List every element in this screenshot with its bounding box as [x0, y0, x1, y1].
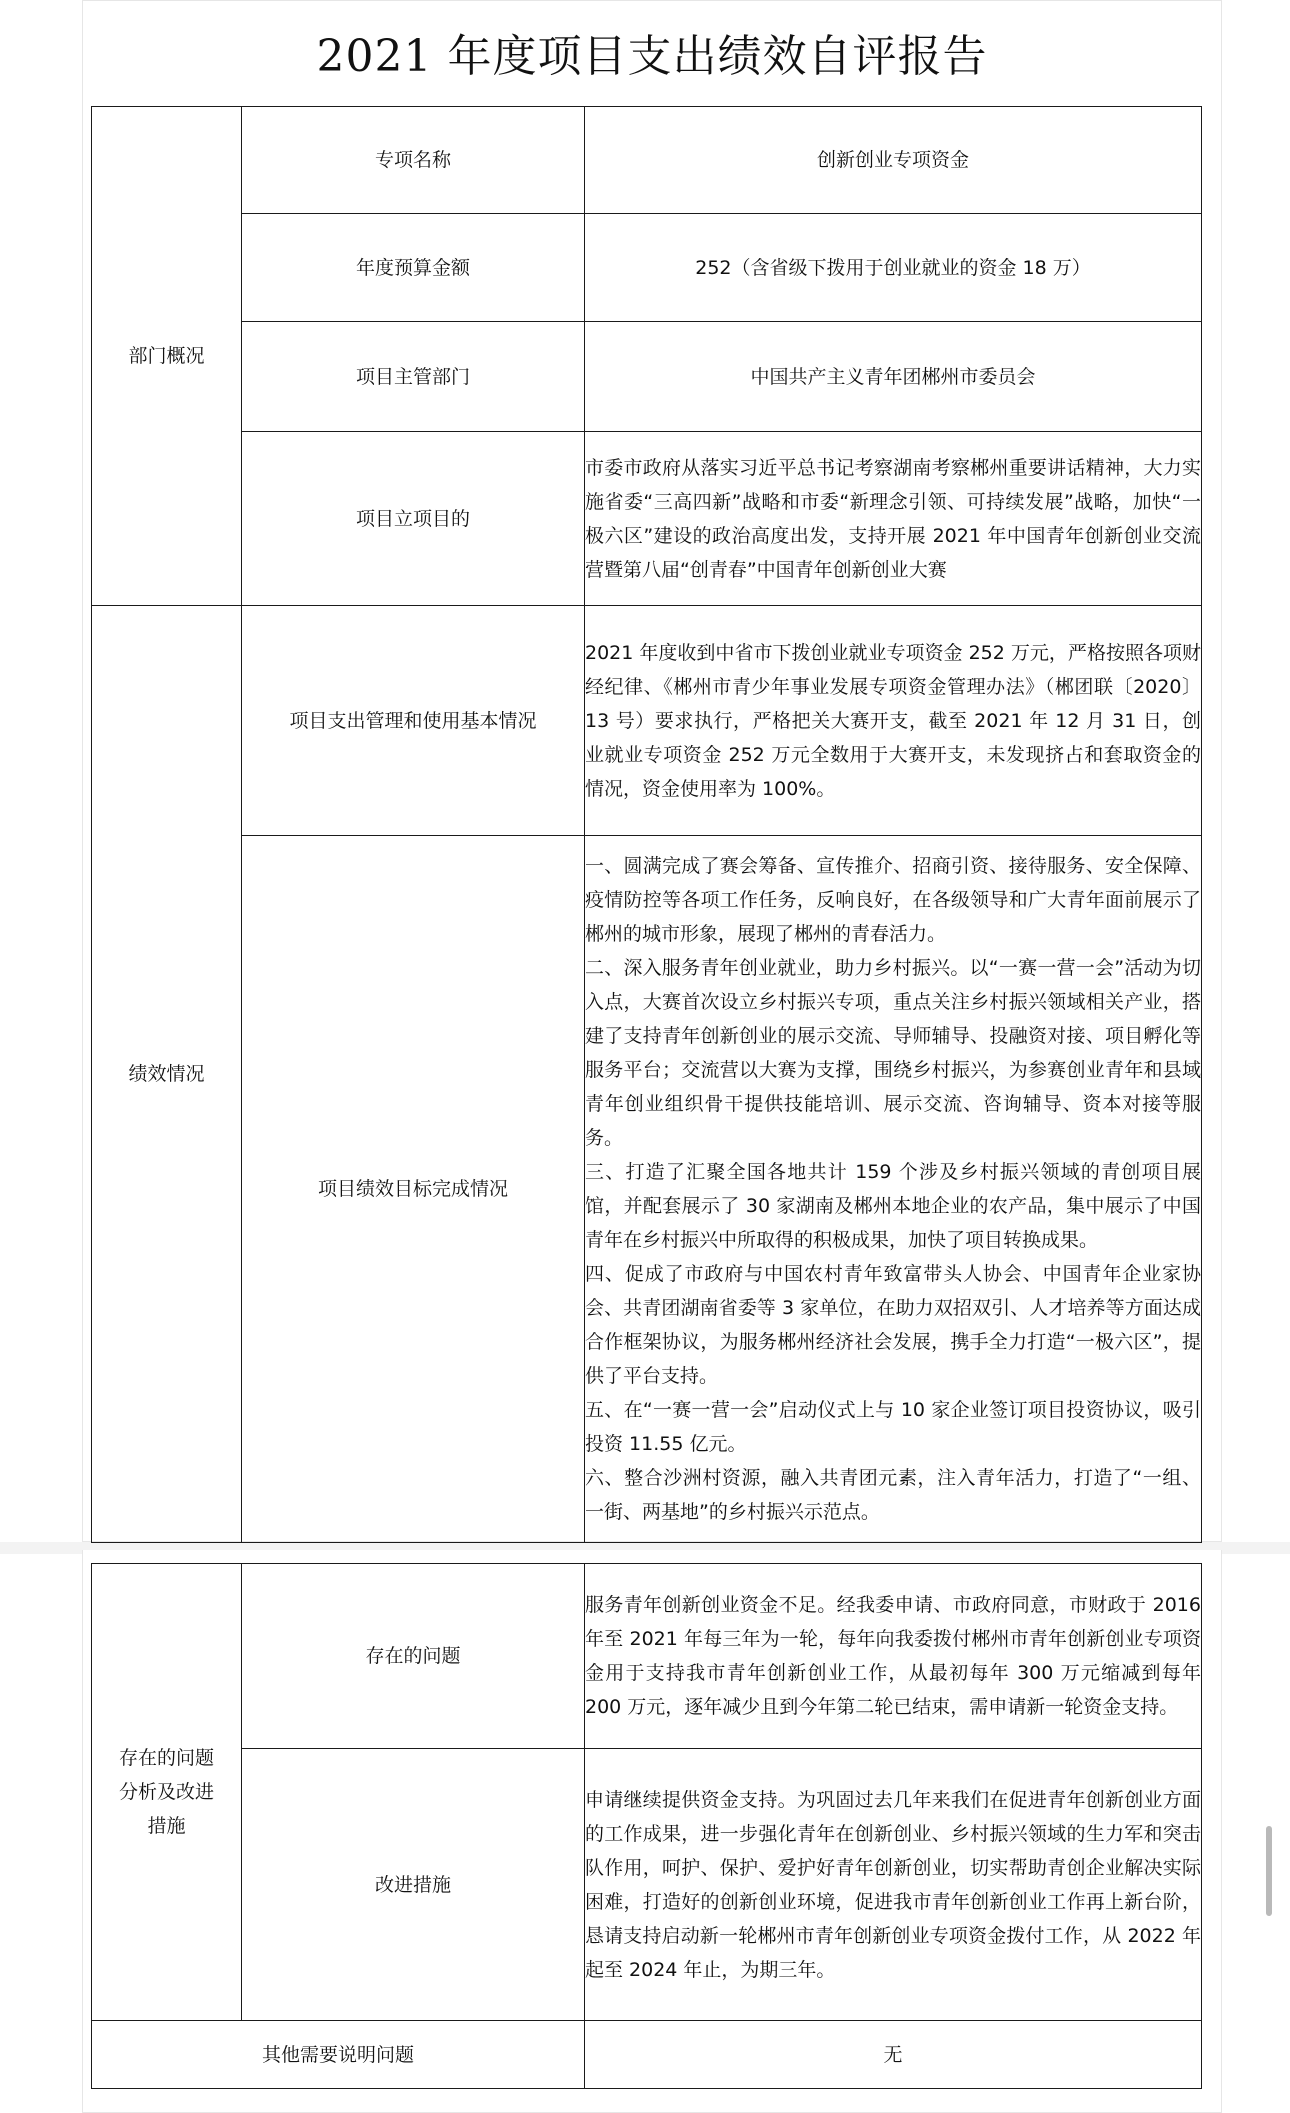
section-label-performance: 绩效情况 [92, 606, 242, 1543]
goal-paragraph-2: 二、深入服务青年创业就业，助力乡村振兴。以“一赛一营一会”活动为切入点，大赛首次设立乡村振兴专项，重点关注乡村振兴领域相关产业，搭建了支持青年创新创业的展示交流、导师辅导、投融资对接、项目孵化等服务平台；交流营以大赛为支撑，围绕乡村振兴，为参赛创业青年和县域青年创业组织骨干提供技能培训、展示交流、咨询辅导、资本对接等服务。 [585, 957, 1201, 1149]
table-row [92, 2021, 1202, 2089]
report-title: 2021 年度项目支出绩效自评报告 [316, 31, 988, 82]
row-label-project-purpose: 项目立项目的 [242, 432, 585, 606]
table-row [92, 1749, 1202, 2021]
section-label-issues [92, 1564, 242, 2021]
table-row [92, 606, 1202, 836]
goal-paragraph-5: 五、在“一赛一营一会”启动仪式上与 10 家企业签订项目投资协议，吸引投资 11.55 亿元。 [585, 1399, 1201, 1455]
row-value-goal-completion [585, 836, 1202, 1543]
row-value-improvement-measures: 申请继续提供资金支持。为巩固过去几年来我们在促进青年创新创业方面的工作成果，进一步强化青年在创新创业、乡村振兴领域的生力军和突击队作用，呵护、保护、爱护好青年创新创业，切实帮助青创企业解决实际困难，打造好的创新创业环境，促进我市青年创新创业工作再上新台阶，恳请支持启动新一轮郴州市青年创新创业专项资金拨付工作，从 2022 年起至 2024 年止，为期三年。 [585, 1749, 1202, 2021]
row-label-annual-budget: 年度预算金额 [242, 214, 585, 322]
section-label-issues-line-3: 措施 [147, 1815, 186, 1837]
table-row [92, 322, 1202, 432]
goal-paragraph-6: 六、整合沙洲村资源，融入共青团元素，注入青年活力，打造了“一组、一街、两基地”的乡村振兴示范点。 [585, 1467, 1201, 1523]
goal-paragraph-1: 一、圆满完成了赛会筹备、宣传推介、招商引资、接待服务、安全保障、疫情防控等各项工作任务，反响良好，在各级领导和广大青年面前展示了郴州的城市形象，展现了郴州的青春活力。 [585, 855, 1201, 945]
row-value-project-purpose: 市委市政府从落实习近平总书记考察湖南考察郴州重要讲话精神，大力实施省委“三高四新”战略和市委“新理念引领、可持续发展”战略，加快“一极六区”建设的政治高度出发，支持开展 2021 年中国青年创新创业交流营暨第八届“创青春”中国青年创新创业大赛 [585, 432, 1202, 606]
scrollbar-thumb[interactable] [1266, 1826, 1272, 1916]
row-label-supervising-dept: 项目主管部门 [242, 322, 585, 432]
row-value-project-name: 创新创业专项资金 [585, 107, 1202, 214]
goal-paragraph-3: 三、打造了汇聚全国各地共计 159 个涉及乡村振兴领域的青创项目展馆，并配套展示了 30 家湖南及郴州本地企业的农产品，集中展示了中国青年在乡村振兴中所取得的积极成果，加快了项目转换成果。 [585, 1161, 1201, 1251]
section-label-overview: 部门概况 [92, 107, 242, 606]
report-table-upper [91, 106, 1202, 1543]
table-row [92, 432, 1202, 606]
table-row [92, 214, 1202, 322]
row-value-annual-budget: 252（含省级下拨用于创业就业的资金 18 万） [585, 214, 1202, 322]
row-label-fund-management: 项目支出管理和使用基本情况 [242, 606, 585, 836]
row-value-fund-management: 2021 年度收到中省市下拨创业就业专项资金 252 万元，严格按照各项财经纪律、《郴州市青少年事业发展专项资金管理办法》（郴团联〔2020〕13 号）要求执行，严格把关大赛开支，截至 2021 年 12 月 31 日，创业就业专项资金 252 万元全数用于大赛开支，未发现挤占和套取资金的情况，资金使用率为 100%。 [585, 606, 1202, 836]
row-value-other-notes: 无 [585, 2021, 1202, 2089]
row-value-existing-problems: 服务青年创新创业资金不足。经我委申请、市政府同意，市财政于 2016 年至 2021 年每三年为一轮，每年向我委拨付郴州市青年创新创业专项资金用于支持我市青年创新创业工作，从最初每年 300 万元缩减到每年 200 万元，逐年减少且到今年第二轮已结束，需申请新一轮资金支持。 [585, 1564, 1202, 1749]
table-row [92, 836, 1202, 1543]
row-label-project-name: 专项名称 [242, 107, 585, 214]
report-table-lower [91, 1563, 1202, 2089]
row-label-improvement-measures: 改进措施 [242, 1749, 585, 2021]
goal-paragraph-4: 四、促成了市政府与中国农村青年致富带头人协会、中国青年企业家协会、共青团湖南省委等 3 家单位，在助力双招双引、人才培养等方面达成合作框架协议，为服务郴州经济社会发展，携手全力打造“一极六区”，提供了平台支持。 [585, 1263, 1201, 1387]
row-label-goal-completion: 项目绩效目标完成情况 [242, 836, 585, 1543]
section-label-issues-line-2: 分析及改进 [118, 1781, 214, 1803]
section-label-issues-line-1: 存在的问题 [118, 1747, 214, 1769]
table-row [92, 107, 1202, 214]
row-label-other-notes: 其他需要说明问题 [92, 2021, 585, 2089]
row-label-existing-problems: 存在的问题 [242, 1564, 585, 1749]
table-row [92, 1564, 1202, 1749]
row-value-supervising-dept: 中国共产主义青年团郴州市委员会 [585, 322, 1202, 432]
